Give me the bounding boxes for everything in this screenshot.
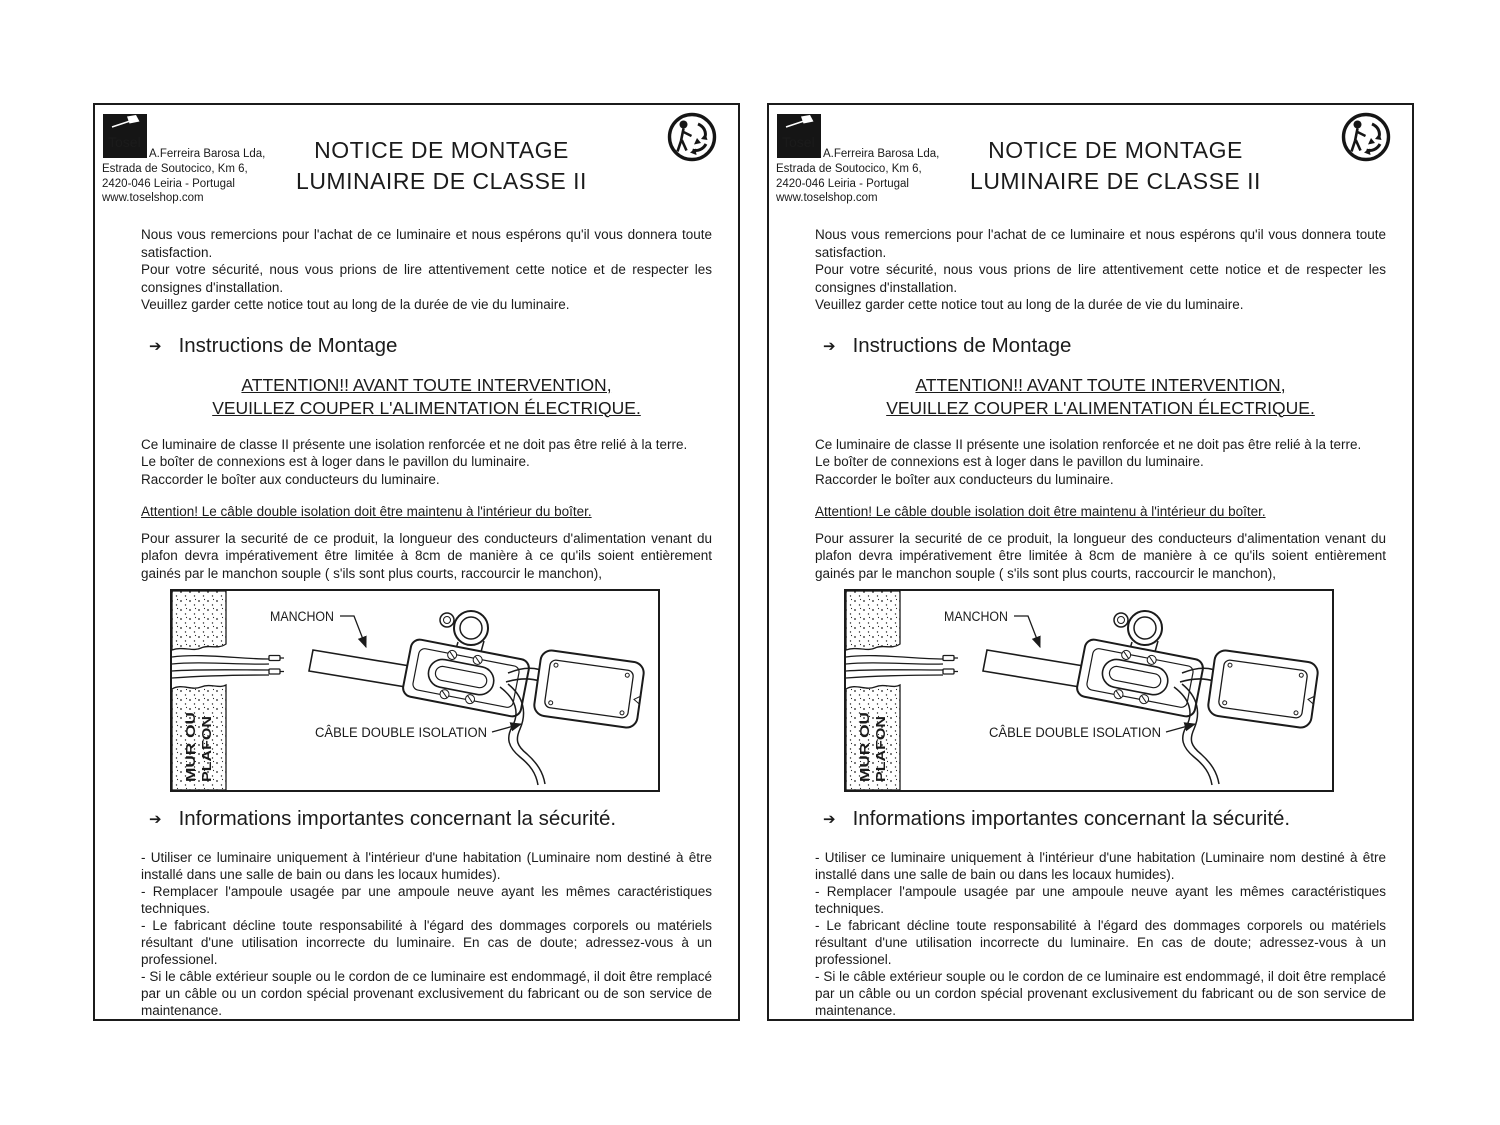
tosel-logo-icon bbox=[777, 114, 821, 158]
page-title bbox=[879, 135, 1352, 197]
section-heading-securite-label: Informations importantes concernant la sécurité. bbox=[852, 807, 1291, 830]
supply-wires bbox=[846, 656, 958, 679]
section-heading-montage bbox=[149, 333, 712, 359]
intro-paragraph-1: Nous vous remercions pour l'achat de ce luminaire et nous espérons qu'il vous donnera toute satisfaction. bbox=[815, 227, 1386, 260]
wall-label-line2: PLAFON bbox=[199, 728, 214, 782]
notice-page bbox=[767, 103, 1414, 1021]
page-title-line1: NOTICE DE MONTAGE bbox=[314, 137, 569, 163]
safety-bullet-2: - Remplacer l'ampoule usagée par une ampoule neuve ayant les mêmes caractéristiques techniques. bbox=[815, 884, 1386, 916]
page-title bbox=[205, 135, 678, 197]
class2-info-block bbox=[815, 436, 1386, 489]
supply-wires bbox=[172, 656, 284, 679]
class2-line-1: Ce luminaire de classe II présente une isolation renforcée et ne doit pas être relié à la terre. bbox=[815, 436, 1362, 452]
intro-paragraph-2: Pour votre sécurité, nous vous prions de lire attentivement cette notice et de respecter les consignes d'installation. bbox=[815, 262, 1386, 295]
box-cover bbox=[533, 649, 645, 729]
company-city: 2420-046 Leiria - Portugal bbox=[776, 177, 909, 190]
installation-diagram bbox=[844, 589, 1386, 792]
warning-line-2: VEUILLEZ COUPER L'ALIMENTATION ÉLECTRIQUE. bbox=[212, 397, 641, 418]
manchon-label: MANCHON bbox=[270, 609, 334, 624]
company-name: A.Ferreira Barosa Lda, bbox=[149, 148, 266, 160]
class2-line-3: Raccorder le boîter aux conducteurs du luminaire. bbox=[815, 471, 1114, 487]
arrow-icon: ➔ bbox=[149, 811, 162, 828]
manchon-paragraph: Pour assurer la securité de ce produit, la longueur des conducteurs d'alimentation venant du plafon devra impérativement être limitée à 8cm de manière à ce qu'ils soient entièrement gainés par le manchon souple ( s'ils sont plus courts, raccourcir le manchon), bbox=[815, 530, 1386, 581]
wall-label-line1: MUR OU bbox=[857, 729, 872, 782]
safety-bullet-3: - Le fabricant décline toute responsabilité à l'égard des dommages corporels ou matériels résultant d'une utilisation incorrecte du luminaire. En cas de doute; adressez-vous à un professionel. bbox=[815, 918, 1386, 967]
cable-leader-arrow bbox=[492, 724, 521, 732]
connection-box bbox=[402, 638, 531, 718]
class2-info-block bbox=[141, 436, 712, 489]
page-title-line1: NOTICE DE MONTAGE bbox=[988, 137, 1243, 163]
logo-wordmark: Tosel bbox=[108, 134, 141, 150]
company-street: Estrada de Soutocico, Km 6, bbox=[776, 163, 922, 175]
manchon-label: MANCHON bbox=[944, 609, 1008, 624]
safety-bullet-4: - Si le câble extérieur souple ou le cordon de ce luminaire est endommagé, il doit être remplacé par un câble ou un cordon spécial provenant exclusivement du fabricant ou de son service de maintenance. bbox=[141, 969, 712, 1018]
installation-diagram-drawing bbox=[170, 589, 660, 792]
section-heading-montage bbox=[823, 333, 1386, 359]
installation-diagram bbox=[170, 589, 712, 792]
intro-paragraph-1: Nous vous remercions pour l'achat de ce luminaire et nous espérons qu'il vous donnera toute satisfaction. bbox=[141, 227, 712, 260]
intro-block bbox=[141, 226, 712, 314]
safety-bullet-3: - Le fabricant décline toute responsabilité à l'égard des dommages corporels ou matériels résultant d'une utilisation incorrecte du luminaire. En cas de doute; adressez-vous à un professionel. bbox=[141, 918, 712, 967]
arrow-icon: ➔ bbox=[149, 337, 162, 355]
section-heading-montage-label: Instructions de Montage bbox=[178, 333, 398, 357]
intro-block bbox=[815, 226, 1386, 314]
wall-section-top bbox=[172, 591, 226, 650]
warning-block bbox=[141, 374, 712, 420]
tosel-logo-icon bbox=[103, 114, 147, 158]
wall-section-top bbox=[846, 591, 900, 650]
safety-bullet-1: - Utiliser ce luminaire uniquement à l'intérieur d'une habitation (Luminaire nom destiné à être installé dans une salle de bain ou dans les locaux humides). bbox=[815, 850, 1386, 882]
page-header bbox=[95, 105, 738, 217]
cable-label: CÂBLE DOUBLE ISOLATION bbox=[315, 725, 487, 740]
section-heading-montage-label: Instructions de Montage bbox=[852, 333, 1072, 357]
company-name: A.Ferreira Barosa Lda, bbox=[823, 148, 940, 160]
installation-diagram-drawing bbox=[844, 589, 1334, 792]
safety-bullet-1: - Utiliser ce luminaire uniquement à l'intérieur d'une habitation (Luminaire nom destiné à être installé dans une salle de bain ou dans les locaux humides). bbox=[141, 850, 712, 882]
arrow-icon: ➔ bbox=[823, 337, 836, 355]
company-city: 2420-046 Leiria - Portugal bbox=[102, 177, 235, 190]
cable-attention-line: Attention! Le câble double isolation doit être maintenu à l'intérieur du boîter. bbox=[141, 504, 592, 519]
wall-label-line2: PLAFON bbox=[873, 728, 888, 782]
cable-leader-arrow bbox=[1166, 724, 1195, 732]
section-heading-securite-label: Informations importantes concernant la sécurité. bbox=[178, 807, 617, 830]
warning-line-1: ATTENTION!! AVANT TOUTE INTERVENTION, bbox=[915, 374, 1286, 395]
safety-info-block bbox=[815, 849, 1386, 1019]
arrow-icon: ➔ bbox=[823, 811, 836, 828]
section-heading-securite bbox=[823, 806, 1386, 832]
cable-attention-line: Attention! Le câble double isolation doit être maintenu à l'intérieur du boîter. bbox=[815, 504, 1266, 519]
safety-bullet-2: - Remplacer l'ampoule usagée par une ampoule neuve ayant les mêmes caractéristiques techniques. bbox=[141, 884, 712, 916]
warning-line-1: ATTENTION!! AVANT TOUTE INTERVENTION, bbox=[241, 374, 612, 395]
class2-line-2: Le boîter de connexions est à loger dans le pavillon du luminaire. bbox=[141, 454, 530, 469]
cable-label: CÂBLE DOUBLE ISOLATION bbox=[989, 725, 1161, 740]
manchon-leader-arrow bbox=[340, 616, 366, 647]
warning-block bbox=[815, 374, 1386, 420]
page-body bbox=[95, 226, 738, 1019]
class2-line-1: Ce luminaire de classe II présente une isolation renforcée et ne doit pas être relié à la terre. bbox=[141, 436, 688, 452]
company-street: Estrada de Soutocico, Km 6, bbox=[102, 163, 248, 175]
triman-recycling-icon bbox=[666, 111, 718, 163]
manchon-leader-arrow bbox=[1014, 616, 1040, 647]
class2-line-3: Raccorder le boîter aux conducteurs du luminaire. bbox=[141, 471, 440, 487]
page-header bbox=[769, 105, 1412, 217]
section-heading-securite bbox=[149, 806, 712, 832]
class2-line-2: Le boîter de connexions est à loger dans le pavillon du luminaire. bbox=[815, 454, 1204, 469]
intro-paragraph-3: Veuillez garder cette notice tout au long de la durée de vie du luminaire. bbox=[815, 297, 1244, 312]
connection-box bbox=[1076, 638, 1205, 718]
company-website: www.toselshop.com bbox=[776, 192, 878, 204]
warning-line-2: VEUILLEZ COUPER L'ALIMENTATION ÉLECTRIQUE. bbox=[886, 397, 1315, 418]
page-body bbox=[769, 226, 1412, 1019]
page-title-line2: LUMINAIRE DE CLASSE II bbox=[970, 168, 1261, 194]
intro-paragraph-2: Pour votre sécurité, nous vous prions de lire attentivement cette notice et de respecter les consignes d'installation. bbox=[141, 262, 712, 295]
page-title-line2: LUMINAIRE DE CLASSE II bbox=[296, 168, 587, 194]
triman-recycling-icon bbox=[1340, 111, 1392, 163]
notice-page bbox=[93, 103, 740, 1021]
box-cover bbox=[1207, 649, 1319, 729]
company-website: www.toselshop.com bbox=[102, 192, 204, 204]
manchon-paragraph: Pour assurer la securité de ce produit, la longueur des conducteurs d'alimentation venant du plafon devra impérativement être limitée à 8cm de manière à ce qu'ils soient entièrement gainés par le manchon souple ( s'ils sont plus courts, raccourcir le manchon), bbox=[141, 530, 712, 581]
safety-info-block bbox=[141, 849, 712, 1019]
wall-label-line1: MUR OU bbox=[183, 729, 198, 782]
logo-wordmark: Tosel bbox=[782, 134, 815, 150]
intro-paragraph-3: Veuillez garder cette notice tout au long de la durée de vie du luminaire. bbox=[141, 297, 570, 312]
safety-bullet-4: - Si le câble extérieur souple ou le cordon de ce luminaire est endommagé, il doit être remplacé par un câble ou un cordon spécial provenant exclusivement du fabricant ou de son service de maintenance. bbox=[815, 969, 1386, 1018]
